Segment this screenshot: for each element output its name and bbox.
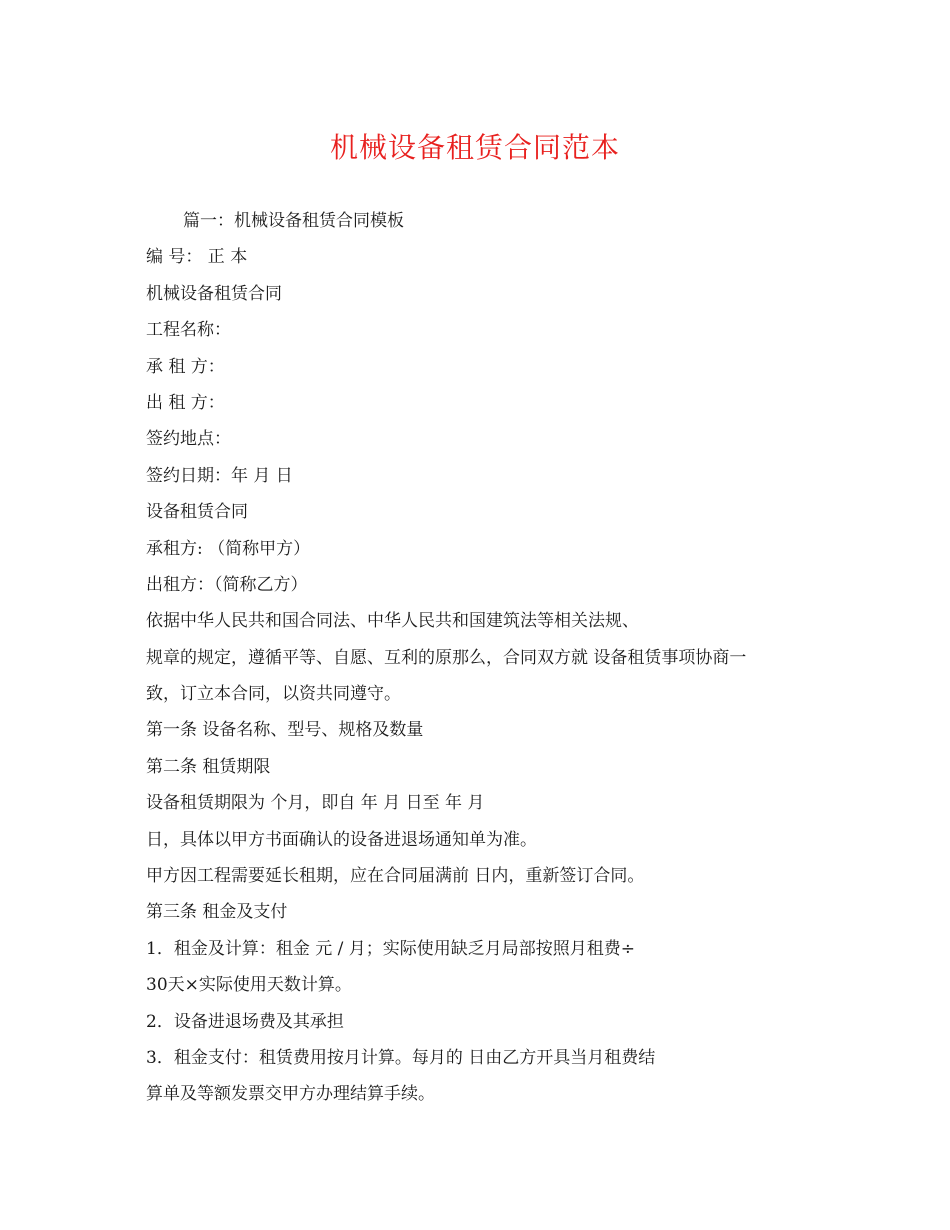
party-b-line: 出租方：（简称乙方） (146, 574, 308, 595)
preamble-line-2: 规章的规定，遵循平等、自愿、互利的原那么，合同双方就 设备租赁事项协商一 (146, 647, 747, 668)
document-body (146, 203, 826, 1113)
contract-subtitle: 设备租赁合同 (146, 502, 248, 523)
article-1-heading: 第一条 设备名称、型号、规格及数量 (146, 720, 424, 741)
article-3-heading: 第三条 租金及支付 (146, 902, 288, 923)
lease-extension-line: 甲方因工程需要延长租期，应在合同届满前 日内，重新签订合同。 (146, 866, 645, 887)
document-title: 机械设备租赁合同范本 (329, 131, 620, 164)
equipment-entry-exit-fee-line: 2．设备进退场费及其承担 (146, 1011, 344, 1032)
rent-calculation-line-1: 1．租金及计算：租金 元 / 月；实际使用缺乏月局部按照月租费÷ (146, 938, 635, 959)
lessee-field: 承 租 方： (146, 356, 225, 377)
section-heading-part-one: 篇一：机械设备租赁合同模板 (183, 211, 404, 231)
signing-place-field: 签约地点： (146, 429, 231, 450)
project-name-field: 工程名称： (146, 320, 231, 341)
rent-calculation-line-2: 30天×实际使用天数计算。 (146, 975, 352, 996)
rent-payment-line-2: 算单及等额发票交甲方办理结算手续。 (146, 1084, 435, 1105)
article-2-heading: 第二条 租赁期限 (146, 756, 271, 777)
party-a-line: 承租方: （简称甲方） (146, 538, 311, 559)
preamble-line-1: 依据中华人民共和国合同法、中华人民共和国建筑法等相关法规、 (146, 611, 639, 632)
signing-date-field: 签约日期：年 月 日 (146, 465, 293, 486)
rent-payment-line-1: 3．租金支付：租赁费用按月计算。每月的 日由乙方开具当月租费结 (146, 1047, 656, 1068)
contract-number-line: 编 号： 正 本 (146, 247, 248, 268)
preamble-line-3: 致，订立本合同，以资共同遵守。 (146, 684, 401, 705)
lease-term-line-1: 设备租赁期限为 个月，即自 年 月 日至 年 月 (146, 793, 485, 814)
lease-term-line-2: 日，具体以甲方书面确认的设备进退场通知单为准。 (146, 829, 537, 850)
contract-name-line: 机械设备租赁合同 (146, 283, 282, 304)
lessor-field: 出 租 方： (146, 392, 225, 413)
